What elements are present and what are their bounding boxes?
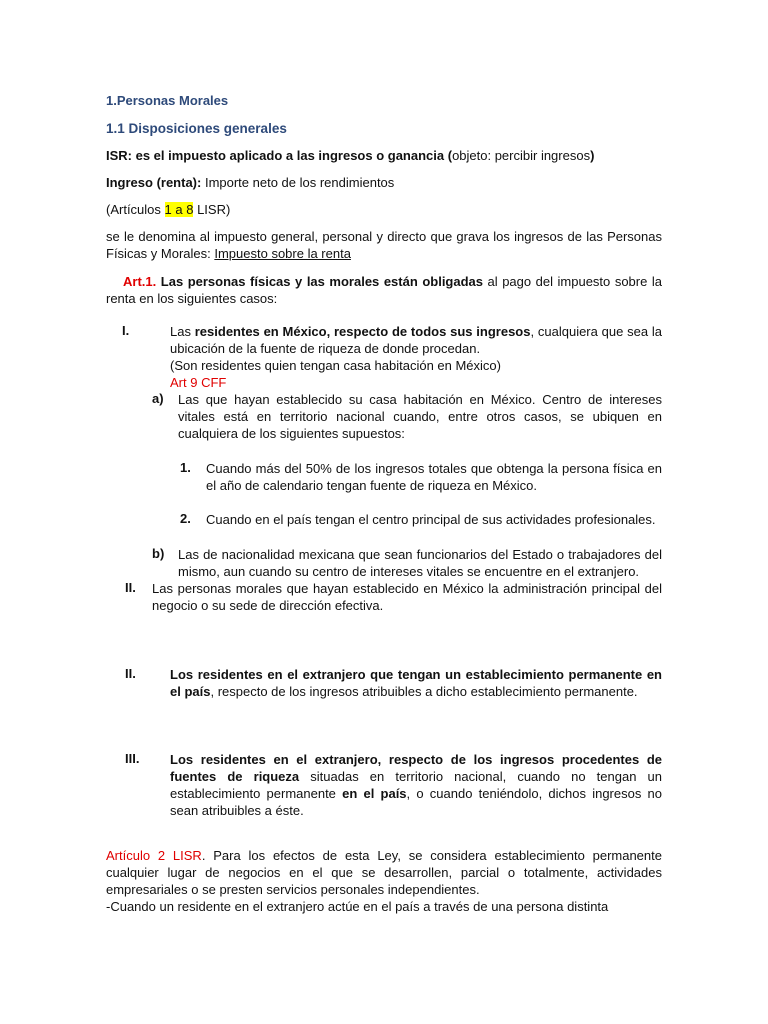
item-a-text: Las que hayan establecido su casa habitación en México. Centro de intereses vitales está en territorio nacional cuando, entre otros casos, se ubiquen en cualquiera de los siguientes supuestos: (178, 392, 662, 441)
item-1-marker: 1. (180, 460, 191, 475)
item-i-marker: I. (122, 323, 130, 338)
item-ii-second-text (170, 666, 662, 700)
item-iii-bold-1: Los residentes en el extranjero, respecto de los ingresos procedentes de fuentes de riqueza (170, 752, 662, 784)
item-i-note: (Son residentes quien tengan casa habitación en México) (170, 358, 501, 373)
item-ii-first-text: Las personas morales que hayan establecido en México la administración principal del negocio o su sede de dirección efectiva. (152, 581, 662, 613)
articulos-highlight (165, 202, 194, 217)
ingreso-text: Importe neto de los rendimientos (201, 175, 395, 190)
item-a-marker: a) (152, 391, 164, 406)
item-ii-second-normal: , respecto de los ingresos atribuibles a dicho establecimiento permanente. (210, 684, 638, 699)
ingreso-bold: Ingreso (renta): (106, 175, 202, 190)
item-iii-normal-1: situadas en territorio nacional, cuando no tengan un establecimiento permanente (170, 769, 663, 801)
art2-label: Artículo 2 LISR (106, 848, 202, 863)
impuesto-sobre-la-renta-link: Impuesto sobre la renta (214, 246, 351, 261)
articulos-mid: a (171, 202, 187, 217)
isr-bold: ISR: es el impuesto aplicado a las ingresos o ganancia ( (106, 148, 453, 163)
item-i-ref: Art 9 CFF (170, 375, 227, 390)
isr-object: objeto: percibir ingresos (452, 148, 591, 163)
isr-definition (106, 147, 662, 164)
isr-denomination (106, 228, 662, 262)
item-b-marker: b) (152, 546, 165, 561)
articulos-num-8: 8 (186, 202, 194, 217)
item-b-text: Las de nacionalidad mexicana que sean funcionarios del Estado o trabajadores del mismo, aun cuando su centro de intereses vitales se encuentre en el extranjero. (178, 547, 662, 579)
art1-bold: Las personas físicas y las morales están obligadas (156, 274, 483, 289)
item-i-post: , cualquiera que sea la ubicación de la fuente de riqueza de donde procedan. (170, 324, 662, 356)
art2-line2: -Cuando un residente en el extranjero actúe en el país a través de una persona distinta (106, 899, 609, 914)
isr-close: ) (590, 148, 595, 163)
articulos-num-1: 1 (164, 202, 172, 217)
art2-paragraph (106, 847, 662, 898)
art1-paragraph (106, 273, 662, 307)
item-ii-first-marker: II. (125, 580, 136, 595)
item-1-text: Cuando más del 50% de los ingresos totales que obtenga la persona física en el año de calendario tengan fuente de riqueza en México. (206, 461, 662, 493)
art1-label: Art.1. (123, 274, 157, 289)
art2-text: . Para los efectos de esta Ley, se considera establecimiento permanente cualquier lugar de negocios en el que se desarrollen, parcial o totalmente, actividades empresariales o se presten servicios personales independientes. (106, 848, 662, 897)
articulos-pre: (Artículos (106, 202, 165, 217)
heading-disposiciones-generales: 1.1 Disposiciones generales (106, 121, 287, 136)
denomination-text: se le denomina al impuesto general, personal y directo que grava los ingresos de las Personas Físicas y Morales: (106, 229, 662, 261)
art1-text: al pago del impuesto sobre la renta en los siguientes casos: (106, 274, 662, 306)
articulos-reference (106, 201, 662, 218)
item-i-bold: residentes en México, respecto de todos sus ingresos (194, 324, 531, 339)
item-2-text: Cuando en el país tengan el centro principal de sus actividades profesionales. (206, 512, 656, 527)
item-iii-normal-2: , o cuando teniéndolo, dichos ingresos no sean atribuibles a éste. (170, 786, 662, 818)
item-2-marker: 2. (180, 511, 191, 526)
item-iii-bold-2: en el país (342, 786, 407, 801)
item-ii-second-marker: II. (125, 666, 136, 681)
heading-personas-morales: 1.Personas Morales (106, 93, 229, 108)
item-iii-marker: III. (125, 751, 140, 766)
articulos-post: LISR) (193, 202, 231, 217)
item-i-text (170, 323, 662, 357)
ingreso-definition (106, 174, 662, 191)
item-iii-text (170, 751, 662, 819)
item-i-pre: Las (170, 324, 195, 339)
item-ii-second-bold: Los residentes en el extranjero que tengan un establecimiento permanente en el país (170, 667, 662, 699)
